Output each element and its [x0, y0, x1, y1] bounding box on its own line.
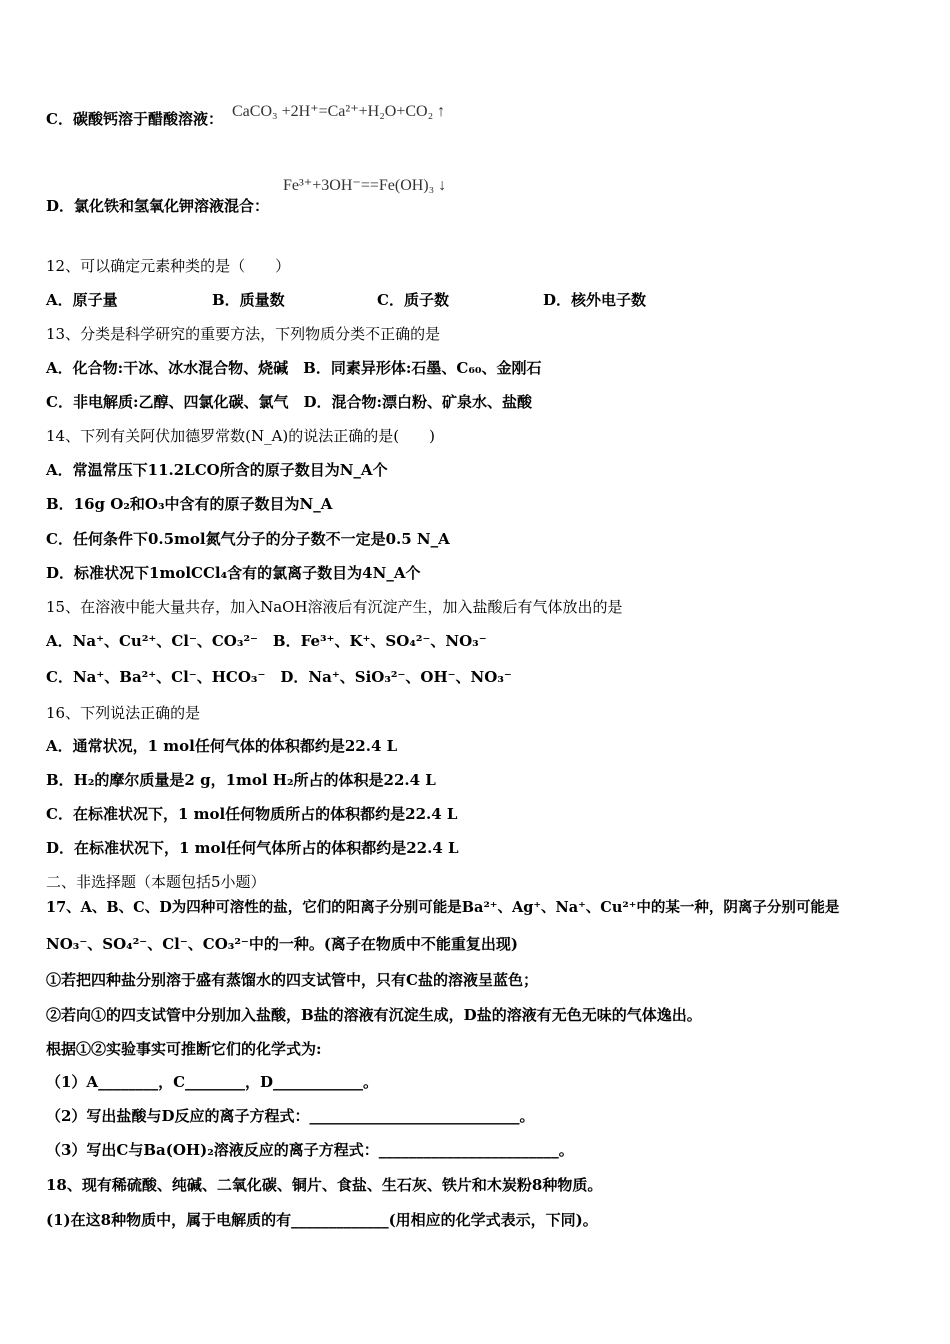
q17-lead: 根据①②实验事实可推断它们的化学式为: [46, 1040, 322, 1058]
q12-stem: 12、可以确定元素种类的是（ ） [46, 257, 291, 275]
q11-option-d-label: D．氯化铁和氢氧化钾溶液混合： [46, 197, 270, 215]
q16-option-c: C．在标准状况下，1 mol任何物质所占的体积都约是22.4 L [46, 805, 458, 823]
q11-option-d [46, 196, 269, 216]
q14-option-d: D．标准状况下1molCCl₄含有的氯离子数目为4N_A个 [46, 564, 421, 582]
q17-part-2: （2）写出盐酸与D反应的离子方程式：____________________________。 [46, 1107, 535, 1125]
q12-option-a: A．原子量 [46, 291, 118, 309]
q12-option-b: B．质量数 [212, 291, 285, 309]
q12-option-d: D．核外电子数 [543, 291, 647, 309]
q11-option-c-label: C．碳酸钙溶于醋酸溶液： [46, 110, 223, 128]
q14-option-b: B．16g O₂和O₃中含有的原子数目为N_A [46, 495, 333, 513]
q13-options-ab: A．化合物:干冰、冰水混合物、烧碱 B．同素异形体:石墨、C₆₀、金刚石 [46, 359, 542, 377]
q11-option-d-equation: Fe³⁺+3OH⁻==Fe(OH)₃ ↓ [283, 177, 447, 194]
q18-part-1: (1)在这8种物质中，属于电解质的有_____________(用相应的化学式表示，下同)。 [46, 1211, 598, 1229]
section-title: 二、非选择题（本题包括5小题） [46, 873, 266, 891]
q16-stem: 16、下列说法正确的是 [46, 704, 201, 722]
q13-options-cd: C．非电解质:乙醇、四氯化碳、氯气 D．混合物:漂白粉、矿泉水、盐酸 [46, 393, 533, 411]
q14-stem: 14、下列有关阿伏加德罗常数(N_A)的说法正确的是( ) [46, 427, 435, 445]
q11-option-c-equation: CaCO₃ +2H⁺=Ca²⁺+H₂O+CO₂ ↑ [232, 103, 446, 120]
q17-condition-2: ②若向①的四支试管中分别加入盐酸，B盐的溶液有沉淀生成，D盐的溶液有无色无味的气体逸出。 [46, 1006, 702, 1024]
q15-stem: 15、在溶液中能大量共存，加入NaOH溶液后有沉淀产生，加入盐酸后有气体放出的是 [46, 598, 623, 616]
q17-stem-line1: 17、A、B、C、D为四种可溶性的盐，它们的阳离子分别可能是Ba²⁺、Ag⁺、Na⁺、Cu²⁺中的某一种，阴离子分别可能是 [46, 899, 840, 916]
q14-option-a: A．常温常压下11.2LCO所含的原子数目为N_A个 [46, 461, 388, 479]
q17-part-3: （3）写出C与Ba(OH)₂溶液反应的离子方程式：________________________。 [46, 1141, 574, 1159]
q17-part-1: （1）A________，C________，D____________。 [46, 1073, 379, 1091]
q14-option-c: C．任何条件下0.5mol氮气分子的分子数不一定是0.5 N_A [46, 530, 450, 548]
q13-stem: 13、分类是科学研究的重要方法，下列物质分类不正确的是 [46, 325, 441, 343]
q11-option-c [46, 109, 223, 129]
q16-option-d: D．在标准状况下，1 mol任何气体所占的体积都约是22.4 L [46, 839, 459, 857]
q18-stem: 18、现有稀硫酸、纯碱、二氧化碳、铜片、食盐、生石灰、铁片和木炭粉8种物质。 [46, 1176, 603, 1194]
q16-option-b: B．H₂的摩尔质量是2 g，1mol H₂所占的体积是22.4 L [46, 771, 436, 789]
q15-options-ab: A．Na⁺、Cu²⁺、Cl⁻、CO₃²⁻ B．Fe³⁺、K⁺、SO₄²⁻、NO₃⁻ [46, 632, 487, 650]
q17-stem-line2: NO₃⁻、SO₄²⁻、Cl⁻、CO₃²⁻中的一种。(离子在物质中不能重复出现) [46, 935, 519, 953]
q15-options-cd: C．Na⁺、Ba²⁺、Cl⁻、HCO₃⁻ D．Na⁺、SiO₃²⁻、OH⁻、NO₃⁻ [46, 668, 512, 686]
q16-option-a: A．通常状况，1 mol任何气体的体积都约是22.4 L [46, 737, 398, 755]
q17-condition-1: ①若把四种盐分别溶于盛有蒸馏水的四支试管中，只有C盐的溶液呈蓝色； [46, 971, 538, 989]
q12-option-c: C．质子数 [377, 291, 449, 309]
